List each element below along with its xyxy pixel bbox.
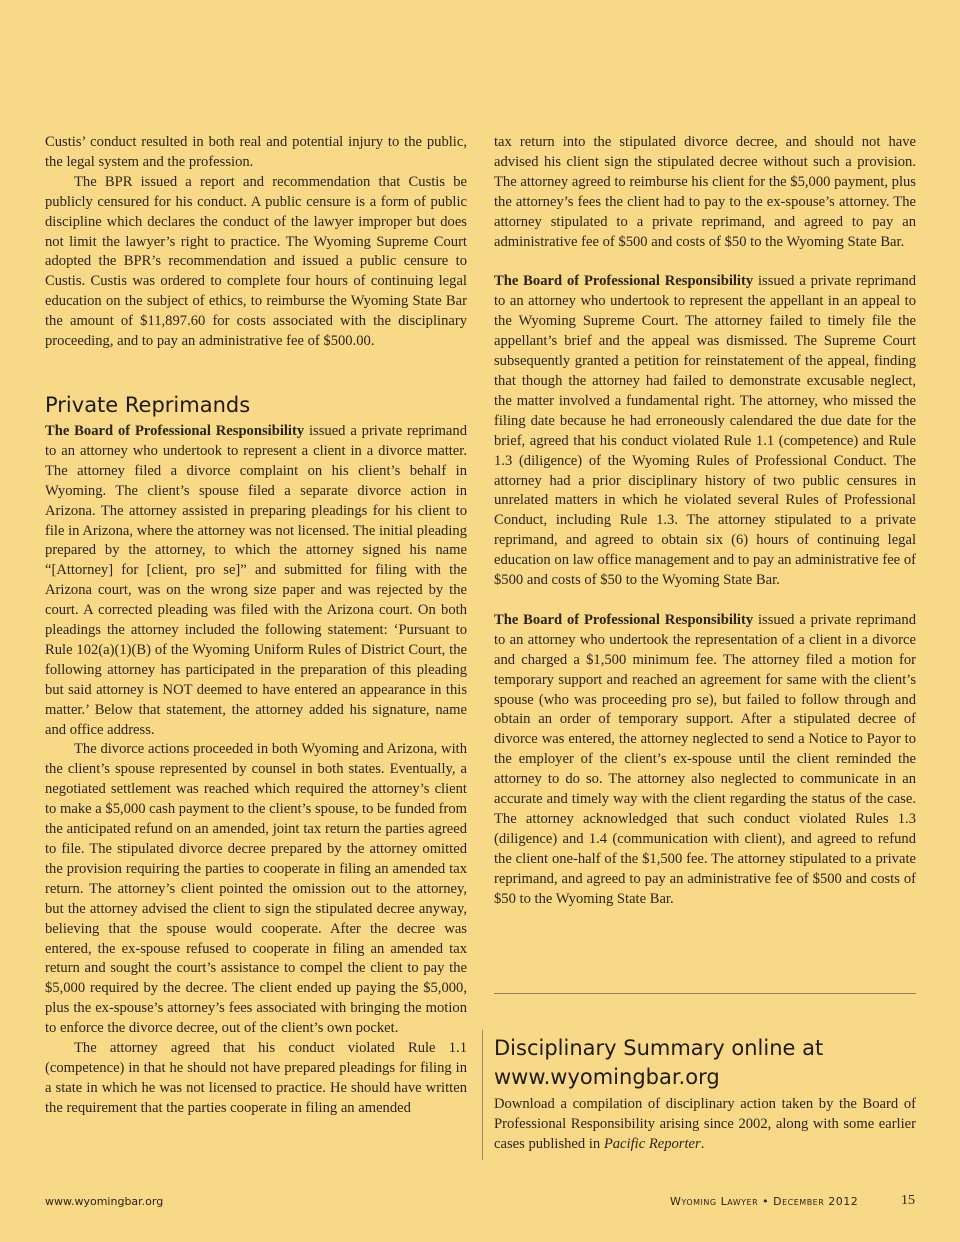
case-lead: The Board of Professional Responsibility xyxy=(494,273,754,290)
paragraph: The attorney agreed that his conduct violated Rule 1.1 (competence) in that he should not have prepared pleadings for filing in a state in which he was not licensed to practice. He should have written the requirement that the parties cooperate in filing an amended xyxy=(45,1040,467,1116)
case-lead: The Board of Professional Responsibility xyxy=(45,422,305,439)
box-heading xyxy=(494,1034,916,1092)
disciplinary-summary-box xyxy=(494,1034,916,1155)
right-column xyxy=(494,133,916,910)
case-lead: The Board of Professional Responsibility xyxy=(494,611,754,628)
box-heading-url[interactable]: www.wyomingbar.org xyxy=(494,1065,720,1089)
vertical-rule xyxy=(482,1030,483,1160)
case-text: issued a private reprimand to an attorney who undertook the representation of a client in a divorce and charged a $1,500 minimum fee. The attorney filed a motion for temporary support and reached an agreement for same with the client’s spouse (who was proceeding pro se), but failed to follow through and obtain an order of temporary support. After a stipulated decree of divorce was entered, the attorney neglected to send a Notice to Payor to the employer of the client’s ex-spouse until the client reminded the attorney to do so. The attorney also neglected to communicate in an accurate and timely way with the client regarding the status of the case. The attorney acknowledged that such conduct violated Rules 1.3 (diligence) and 1.4 (communication with client), and agreed to refund the client one-half of the $1,500 fee. The attorney stipulated to a private reprimand, and agreed to pay an administrative fee of $500 and costs of $50 to the Wyoming State Bar. xyxy=(494,611,916,907)
case-text: issued a private reprimand to an attorney who undertook to represent a client in a divorce matter. The attorney filed a divorce complaint on his client’s behalf in Wyoming. The client’s spouse filed a separate divorce action in Arizona. The attorney assisted in preparing pleadings for his client to file in Arizona, where the attorney was not licensed. The initial pleading prepared by the attorney, to which the attorney signed his name “[Attorney] for [client, pro se]” and submitted for filing with the Arizona court, was on the wrong size paper and was rejected by the court. A corrected pleading was filed with the Arizona court. On both pleadings the attorney included the following statement: ‘Pursuant to Rule 102(a)(1)(B) of the Wyoming Uniform Rules of District Court, the following attorney has participated in the preparation of this pleading but said attorney is NOT deemed to have entered an appearance in this matter.’ Below that statement, the attorney added his signature, name and office address. xyxy=(45,422,467,738)
divider xyxy=(494,993,916,994)
box-text-main: Download a compilation of disciplinary action taken by the Board of Professional Responsibility arising since 2002, along with some earlier cases published in xyxy=(494,1096,916,1152)
box-text-italic: Pacific Reporter xyxy=(603,1135,701,1152)
paragraph: Custis’ conduct resulted in both real and potential injury to the public, the legal system and the profession. xyxy=(45,134,467,170)
box-heading-line1: Disciplinary Summary online at xyxy=(494,1036,824,1060)
case-paragraph xyxy=(494,611,916,910)
case-text: issued a private reprimand to an attorney who undertook to represent the appellant in an appeal to the Wyoming Supreme Court. The attorney failed to timely file the appellant’s brief and the appeal was dismissed. The Supreme Court subsequently granted a petition for reinstatement of the appeal, finding that though the attorney had failed to demonstrate excusable neglect, the matter involved a fundamental right. The attorney, who missed the filing date because he had erroneously calendared the due date for the brief, agreed that his conduct violated Rule 1.1 (competence) and Rule 1.3 (diligence) of the Wyoming Rules of Professional Conduct. The attorney had a prior disciplinary history of two public censures in unrelated matters in which he violated several Rules of Professional Conduct, including Rule 1.3. The attorney stipulated to a private reprimand, and agreed to obtain six (6) hours of continuing legal education on law office management and to pay an administrative fee of $500 and costs of $50 to the Wyoming State Bar. xyxy=(494,273,916,589)
left-column xyxy=(45,133,467,1119)
section-heading: Private Reprimands xyxy=(45,392,251,417)
box-text xyxy=(494,1095,916,1155)
page-number: 15 xyxy=(901,1193,915,1208)
box-text-end: . xyxy=(700,1135,705,1152)
paragraph: The divorce actions proceeded in both Wyoming and Arizona, with the client’s spouse represented by counsel in both states. Eventually, a negotiated settlement was reached which required the attorney’s client to make a $5,000 cash payment to the client’s spouse, to be funded from the anticipated refund on an amended, joint tax return the parties agreed to file. The stipulated divorce decree prepared by the attorney omitted the provision requiring the parties to cooperate in filing an amended tax return. The attorney’s client pointed the omission out to the attorney, but the attorney advised the client to sign the stipulated decree anyway, believing that the spouse would cooperate. After the decree was entered, the ex-spouse refused to cooperate in filing an amended tax return and sought the court’s assistance to compel the client to pay the $5,000 required by the decree. The client ended up paying the $5,000, plus the ex-spouse’s attorney’s fees associated with bringing the motion to enforce the divorce decree, out of the client’s own pocket. xyxy=(45,741,467,1037)
case-paragraph xyxy=(45,422,467,741)
footer-url[interactable]: www.wyomingbar.org xyxy=(45,1195,164,1208)
footer-publication: Wyoming Lawyer • December 2012 xyxy=(670,1195,859,1208)
paragraph: tax return into the stipulated divorce decree, and should not have advised his client sign the stipulated decree without such a provision. The attorney agreed to reimburse his client for the $5,000 payment, plus the attorney’s fees the client had to pay to the ex-spouse’s attorney. The attorney stipulated to a private reprimand, and agreed to pay an administrative fee of $500 and costs of $50 to the Wyoming State Bar. xyxy=(494,134,916,250)
paragraph: The BPR issued a report and recommendation that Custis be publicly censured for his conduct. A public censure is a form of public discipline which declares the conduct of the lawyer improper but does not limit the lawyer’s right to practice. The Wyoming Supreme Court adopted the BPR’s recommendation and issued a public censure to Custis. Custis was ordered to complete four hours of continuing legal education on the subject of ethics, to reimburse the Wyoming State Bar the amount of $11,897.60 for costs associated with the disciplinary proceeding, and to pay an administrative fee of $500.00. xyxy=(45,173,467,350)
case-paragraph xyxy=(494,272,916,591)
